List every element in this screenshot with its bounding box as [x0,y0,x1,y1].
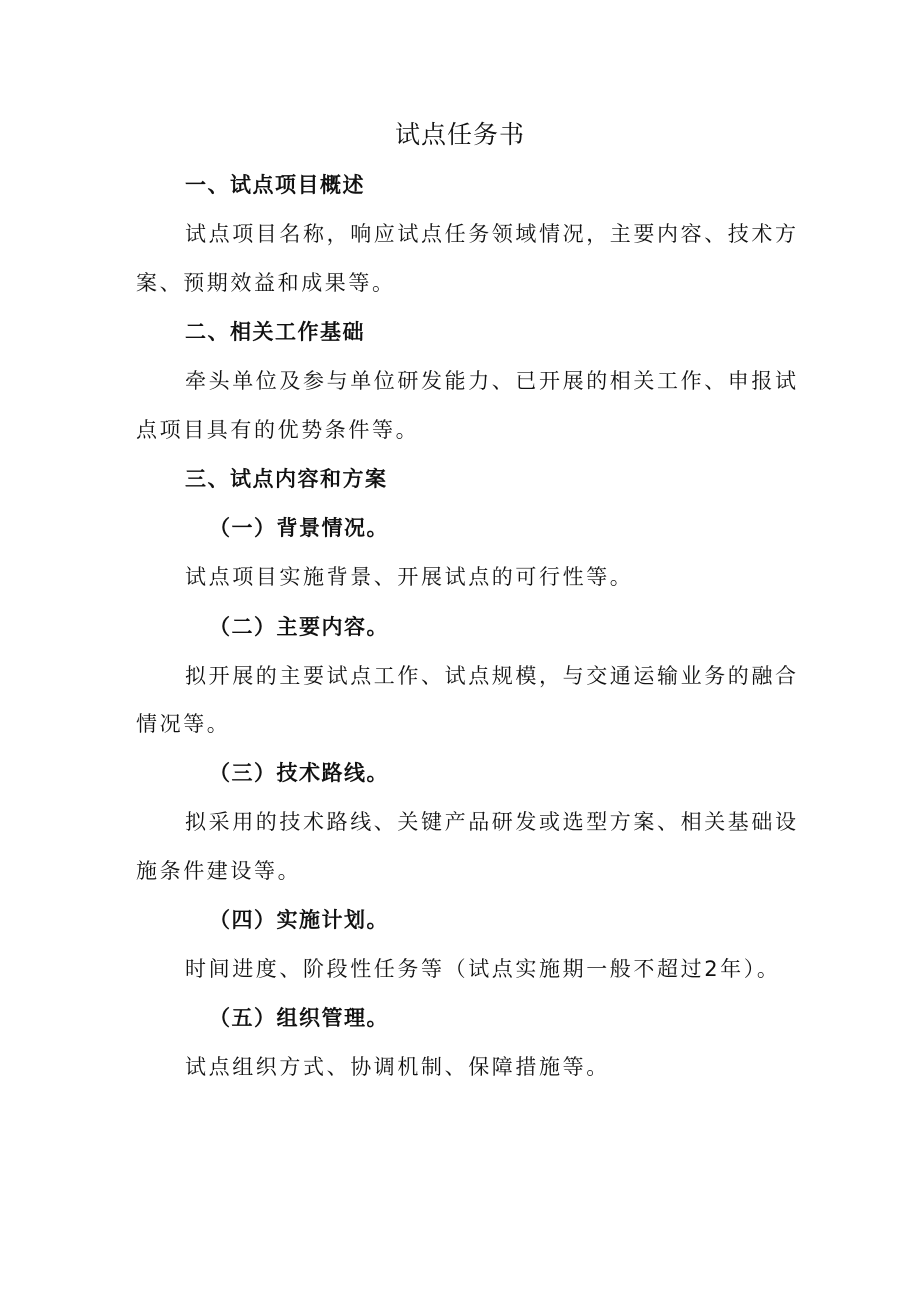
section-2-heading: 二、相关工作基础 [185,320,365,344]
subsection-3-text-line-1: 拟采用的技术路线、关键产品研发或选型方案、相关基础设 [185,810,799,834]
subsection-3-heading: （三）技术路线。 [209,761,389,785]
section-1-text-line-2: 案、预期效益和成果等。 [136,271,396,295]
section-2-text-line-2: 点项目具有的优势条件等。 [136,418,420,442]
subsection-4-text-line-1: 时间进度、阶段性任务等（试点实施期一般不超过2年）。 [185,957,781,981]
subsection-3-text-line-2: 施条件建设等。 [136,859,302,883]
section-1-heading: 一、试点项目概述 [185,173,365,197]
subsection-2-text-line-2: 情况等。 [136,712,231,736]
subsection-1-text-line-1: 试点项目实施背景、开展试点的可行性等。 [185,565,634,589]
subsection-5-text-line-1: 试点组织方式、协调机制、保障措施等。 [185,1055,610,1079]
subsection-1-heading: （一）背景情况。 [209,516,389,540]
section-1-text-line-1: 试点项目名称，响应试点任务领域情况，主要内容、技术方 [185,222,799,246]
section-3-heading: 三、试点内容和方案 [185,467,388,491]
subsection-2-heading: （二）主要内容。 [209,615,389,639]
subsection-4-heading: （四）实施计划。 [209,908,389,932]
section-2-text-line-1: 牵头单位及参与单位研发能力、已开展的相关工作、申报试 [185,369,799,393]
document-title: 试点任务书 [394,120,525,149]
subsection-5-heading: （五）组织管理。 [209,1006,389,1030]
subsection-2-text-line-1: 拟开展的主要试点工作、试点规模，与交通运输业务的融合 [185,664,799,688]
